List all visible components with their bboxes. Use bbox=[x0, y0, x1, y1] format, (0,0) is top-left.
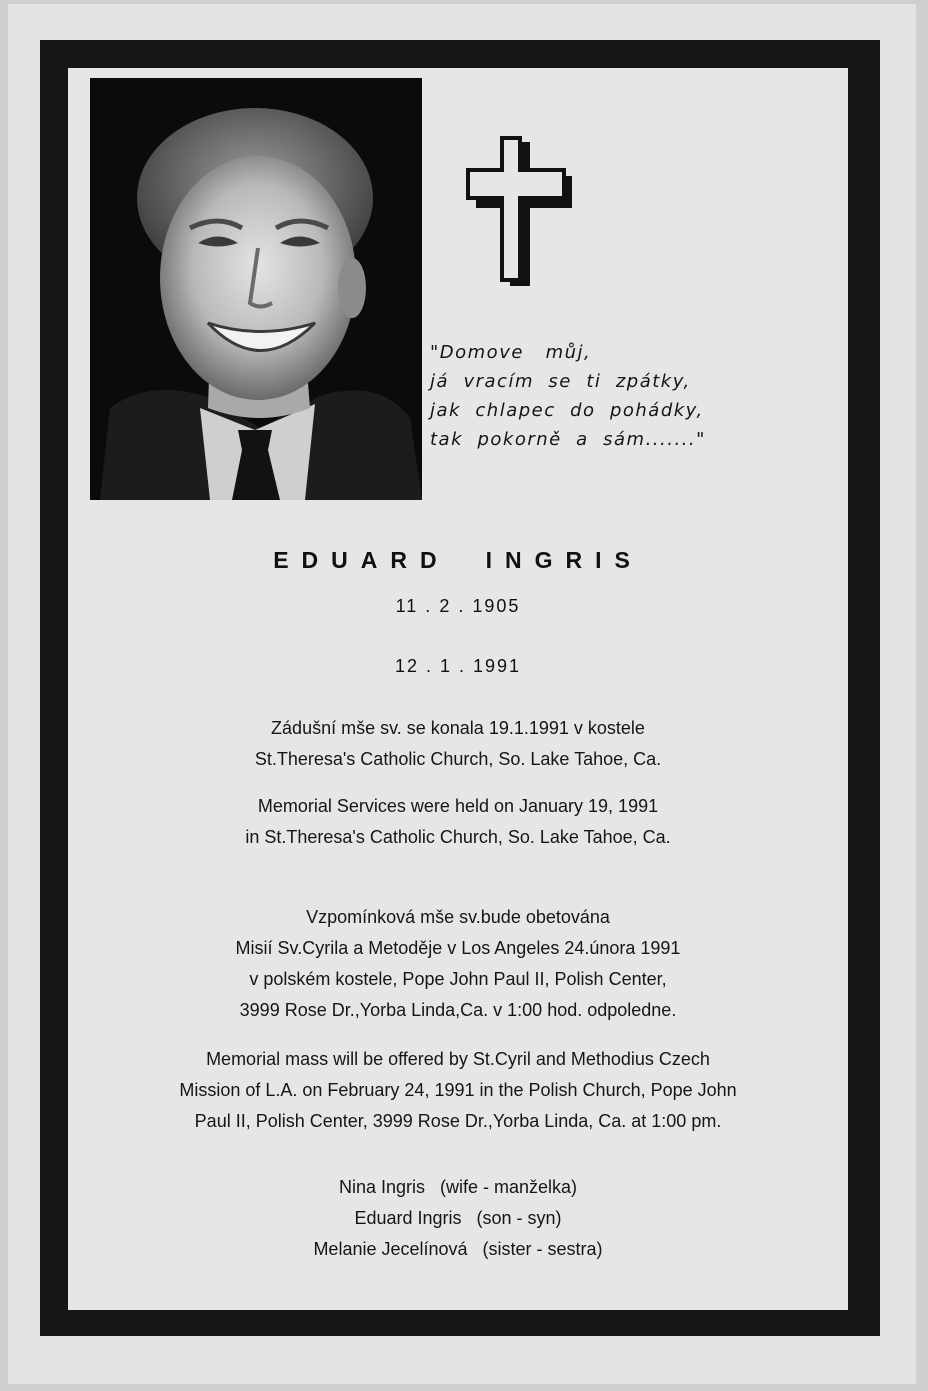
family-member: Melanie Jecelínová (sister - sestra) bbox=[313, 1239, 603, 1259]
funeral-notice-english bbox=[68, 791, 848, 853]
text-line: Zádušní mše sv. se konala 19.1.1991 v kostele bbox=[271, 718, 645, 738]
text-line: in St.Theresa's Catholic Church, So. Lake Tahoe, Ca. bbox=[245, 827, 671, 847]
cross-icon bbox=[464, 136, 580, 292]
deceased-name bbox=[68, 547, 848, 574]
text-line: 3999 Rose Dr.,Yorba Linda,Ca. v 1:00 hod. odpoledne. bbox=[239, 1000, 677, 1020]
text-line: Mission of L.A. on February 24, 1991 in the Polish Church, Pope John bbox=[179, 1080, 737, 1100]
poem-line: tak pokorně a sám......." bbox=[430, 429, 706, 450]
poem-line: já vracím se ti zpátky, bbox=[430, 371, 691, 392]
poem-quote bbox=[430, 338, 750, 454]
poem-line: "Domove můj, bbox=[430, 342, 592, 363]
family-list bbox=[68, 1172, 848, 1265]
poem-line: jak chlapec do pohádky, bbox=[430, 400, 704, 421]
text-line: Paul II, Polish Center, 3999 Rose Dr.,Yorba Linda, Ca. at 1:00 pm. bbox=[194, 1111, 722, 1131]
text-line: St.Theresa's Catholic Church, So. Lake Tahoe, Ca. bbox=[254, 749, 662, 769]
death-date: 12 . 1 . 1991 bbox=[394, 656, 522, 676]
family-member: Eduard Ingris (son - syn) bbox=[354, 1208, 562, 1228]
text-line: Memorial mass will be offered by St.Cyril and Methodius Czech bbox=[206, 1049, 710, 1069]
text-line: v polském kostele, Pope John Paul II, Polish Center, bbox=[249, 969, 667, 989]
first-name: EDUARD bbox=[273, 547, 450, 573]
text-line: Memorial Services were held on January 19, 1991 bbox=[257, 796, 659, 816]
family-member: Nina Ingris (wife - manželka) bbox=[338, 1177, 578, 1197]
portrait-photo bbox=[90, 78, 422, 500]
text-line: Misií Sv.Cyrila a Metoděje v Los Angeles 24.února 1991 bbox=[235, 938, 681, 958]
memorial-mass-czech bbox=[68, 902, 848, 1026]
portrait-illustration bbox=[90, 78, 422, 500]
text-line: Vzpomínková mše sv.bude obetována bbox=[306, 907, 610, 927]
birth-date: 11 . 2 . 1905 bbox=[395, 596, 521, 616]
last-name: INGRIS bbox=[485, 547, 643, 573]
memorial-mass-english bbox=[68, 1044, 848, 1137]
funeral-notice-czech bbox=[68, 713, 848, 775]
